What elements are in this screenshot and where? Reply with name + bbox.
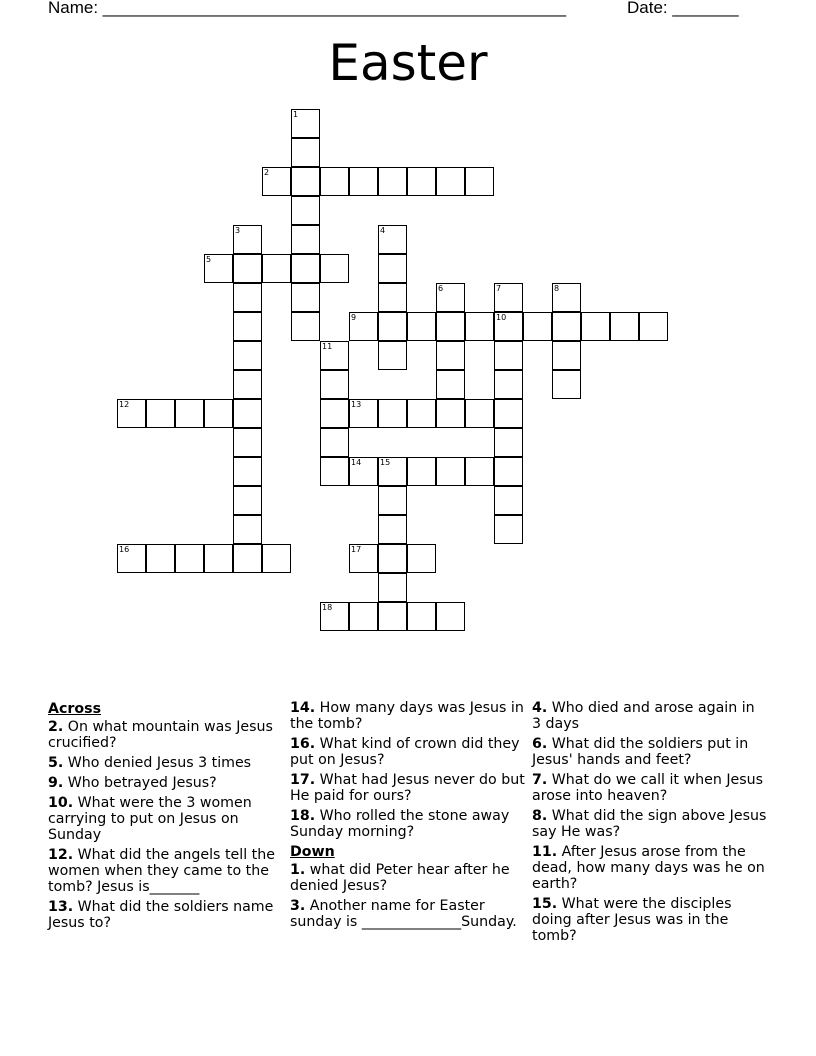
crossword-cell[interactable] bbox=[233, 225, 262, 254]
crossword-cell[interactable] bbox=[494, 399, 523, 428]
clue-across-2: 2. On what mountain was Jesus crucified? bbox=[48, 719, 273, 751]
clue-down-6: 6. What did the soldiers put in Jesus' hands and feet? bbox=[532, 736, 749, 768]
crossword-cell[interactable] bbox=[378, 283, 407, 312]
crossword-cell[interactable] bbox=[436, 602, 465, 631]
clue-number: 1 bbox=[293, 110, 299, 119]
clue-number: 13 bbox=[351, 400, 362, 409]
crossword-cell[interactable] bbox=[552, 312, 581, 341]
crossword-cell[interactable] bbox=[407, 399, 436, 428]
crossword-cell[interactable] bbox=[436, 457, 465, 486]
crossword-cell[interactable] bbox=[436, 167, 465, 196]
clue-down-11: 11. After Jesus arose from the dead, how many days was he on earth? bbox=[532, 844, 765, 892]
crossword-cell[interactable] bbox=[146, 399, 175, 428]
crossword-cell[interactable] bbox=[349, 544, 378, 573]
clues-column-2 bbox=[290, 700, 526, 934]
crossword-cell[interactable] bbox=[436, 370, 465, 399]
crossword-cell[interactable] bbox=[291, 138, 320, 167]
crossword-cell[interactable] bbox=[407, 312, 436, 341]
clue-number: 2 bbox=[264, 168, 270, 177]
crossword-cell[interactable] bbox=[291, 225, 320, 254]
crossword-cell[interactable] bbox=[378, 341, 407, 370]
clue-number: 7 bbox=[496, 284, 502, 293]
crossword-cell[interactable] bbox=[639, 312, 668, 341]
crossword-cell[interactable] bbox=[349, 399, 378, 428]
crossword-cell[interactable] bbox=[349, 457, 378, 486]
crossword-cell[interactable] bbox=[233, 341, 262, 370]
crossword-cell[interactable] bbox=[378, 515, 407, 544]
crossword-cell[interactable] bbox=[494, 515, 523, 544]
clue-number: 3 bbox=[235, 226, 241, 235]
clue-down-4: 4. Who died and arose again in 3 days bbox=[532, 700, 755, 732]
crossword-cell[interactable] bbox=[233, 312, 262, 341]
crossword-cell[interactable] bbox=[146, 544, 175, 573]
crossword-cell[interactable] bbox=[436, 399, 465, 428]
crossword-cell[interactable] bbox=[349, 602, 378, 631]
crossword-cell[interactable] bbox=[407, 602, 436, 631]
crossword-cell[interactable] bbox=[291, 254, 320, 283]
crossword-cell[interactable] bbox=[407, 167, 436, 196]
crossword-cell[interactable] bbox=[175, 544, 204, 573]
clue-number: 9 bbox=[351, 313, 357, 322]
crossword-cell[interactable] bbox=[552, 370, 581, 399]
crossword-cell[interactable] bbox=[552, 341, 581, 370]
crossword-cell[interactable] bbox=[407, 457, 436, 486]
crossword-cell[interactable] bbox=[436, 312, 465, 341]
crossword-cell[interactable] bbox=[233, 515, 262, 544]
clue-number: 14 bbox=[351, 458, 362, 467]
crossword-cell[interactable] bbox=[378, 602, 407, 631]
crossword-cell[interactable] bbox=[465, 167, 494, 196]
crossword-cell[interactable] bbox=[204, 544, 233, 573]
crossword-cell[interactable] bbox=[291, 312, 320, 341]
clue-number: 4 bbox=[380, 226, 386, 235]
crossword-cell[interactable] bbox=[320, 370, 349, 399]
clue-down-15: 15. What were the disciples doing after Jesus was in the tomb? bbox=[532, 896, 732, 944]
crossword-cell[interactable] bbox=[175, 399, 204, 428]
crossword-cell[interactable] bbox=[465, 312, 494, 341]
crossword-cell[interactable] bbox=[233, 254, 262, 283]
date-field[interactable]: Date: _______ bbox=[627, 0, 739, 17]
clue-number: 18 bbox=[322, 603, 333, 612]
clue-across-12: 12. What did the angels tell the women when they came to the tomb? Jesus is_______ bbox=[48, 847, 275, 895]
clue-across-13: 13. What did the soldiers name Jesus to? bbox=[48, 899, 274, 931]
crossword-cell[interactable] bbox=[378, 486, 407, 515]
crossword-cell[interactable] bbox=[523, 312, 552, 341]
crossword-cell[interactable] bbox=[349, 167, 378, 196]
clue-down-8: 8. What did the sign above Jesus say He was? bbox=[532, 808, 767, 840]
clues-column-3 bbox=[532, 700, 768, 948]
crossword-cell[interactable] bbox=[233, 486, 262, 515]
clue-number: 17 bbox=[351, 545, 362, 554]
across-heading: Across bbox=[48, 701, 102, 717]
page-title: Easter bbox=[328, 34, 488, 92]
crossword-cell[interactable] bbox=[581, 312, 610, 341]
crossword-cell[interactable] bbox=[494, 283, 523, 312]
clue-down-3: 3. Another name for Easter sunday is ______________Sunday. bbox=[290, 898, 517, 930]
crossword-cell[interactable] bbox=[320, 254, 349, 283]
clue-across-18: 18. Who rolled the stone away Sunday morning? bbox=[290, 808, 510, 840]
clue-number: 15 bbox=[380, 458, 391, 467]
crossword-cell[interactable] bbox=[204, 399, 233, 428]
clue-down-1: 1. what did Peter hear after he denied Jesus? bbox=[290, 862, 510, 894]
crossword-cell[interactable] bbox=[320, 341, 349, 370]
crossword-cell[interactable] bbox=[465, 399, 494, 428]
crossword-cell[interactable] bbox=[436, 283, 465, 312]
crossword-cell[interactable] bbox=[494, 457, 523, 486]
down-heading: Down bbox=[290, 844, 335, 860]
crossword-cell[interactable] bbox=[378, 254, 407, 283]
clue-across-10: 10. What were the 3 women carrying to put on Jesus on Sunday bbox=[48, 795, 252, 843]
clue-number: 10 bbox=[496, 313, 507, 322]
crossword-cell[interactable] bbox=[494, 370, 523, 399]
crossword-cell[interactable] bbox=[320, 399, 349, 428]
clue-across-17: 17. What had Jesus never do but He paid for ours? bbox=[290, 772, 525, 804]
crossword-cell[interactable] bbox=[378, 573, 407, 602]
crossword-cell[interactable] bbox=[291, 109, 320, 138]
crossword-cell[interactable] bbox=[262, 254, 291, 283]
crossword-cell[interactable] bbox=[204, 254, 233, 283]
crossword-cell[interactable] bbox=[233, 428, 262, 457]
crossword-cell[interactable] bbox=[291, 283, 320, 312]
crossword-cell[interactable] bbox=[378, 544, 407, 573]
crossword-cell[interactable] bbox=[436, 341, 465, 370]
clue-number: 5 bbox=[206, 255, 212, 264]
crossword-cell[interactable] bbox=[117, 399, 146, 428]
crossword-cell[interactable] bbox=[378, 312, 407, 341]
crossword-cell[interactable] bbox=[262, 167, 291, 196]
crossword-cell[interactable] bbox=[610, 312, 639, 341]
clue-number: 11 bbox=[322, 342, 333, 351]
clue-number: 6 bbox=[438, 284, 444, 293]
clue-across-5: 5. Who denied Jesus 3 times bbox=[48, 755, 252, 771]
crossword-cell[interactable] bbox=[233, 283, 262, 312]
crossword-cell[interactable] bbox=[291, 196, 320, 225]
clue-number: 16 bbox=[119, 545, 130, 554]
clue-number: 8 bbox=[554, 284, 560, 293]
crossword-cell[interactable] bbox=[349, 312, 378, 341]
name-field[interactable]: Name: _________________________________________________ bbox=[48, 0, 567, 17]
crossword-cell[interactable] bbox=[494, 428, 523, 457]
clue-across-9: 9. Who betrayed Jesus? bbox=[48, 775, 217, 791]
clues-column-1 bbox=[48, 700, 284, 935]
crossword-cell[interactable] bbox=[291, 167, 320, 196]
crossword-cell[interactable] bbox=[378, 399, 407, 428]
crossword-cell[interactable] bbox=[378, 167, 407, 196]
crossword-cell[interactable] bbox=[494, 312, 523, 341]
clue-across-16: 16. What kind of crown did they put on Jesus? bbox=[290, 736, 520, 768]
crossword-cell[interactable] bbox=[233, 544, 262, 573]
crossword-cell[interactable] bbox=[320, 428, 349, 457]
crossword-cell[interactable] bbox=[233, 399, 262, 428]
crossword-cell[interactable] bbox=[233, 370, 262, 399]
clue-number: 12 bbox=[119, 400, 130, 409]
crossword-cell[interactable] bbox=[378, 457, 407, 486]
crossword-cell[interactable] bbox=[465, 457, 494, 486]
clue-down-7: 7. What do we call it when Jesus arose into heaven? bbox=[532, 772, 764, 804]
crossword-cell[interactable] bbox=[233, 457, 262, 486]
crossword-cell[interactable] bbox=[494, 486, 523, 515]
crossword-cell[interactable] bbox=[320, 602, 349, 631]
crossword-cell[interactable] bbox=[378, 225, 407, 254]
crossword-cell[interactable] bbox=[320, 167, 349, 196]
crossword-cell[interactable] bbox=[407, 544, 436, 573]
clue-across-14: 14. How many days was Jesus in the tomb? bbox=[290, 700, 524, 732]
crossword-cell[interactable] bbox=[552, 283, 581, 312]
crossword-cell[interactable] bbox=[494, 341, 523, 370]
crossword-cell[interactable] bbox=[262, 544, 291, 573]
crossword-cell[interactable] bbox=[320, 457, 349, 486]
crossword-cell[interactable] bbox=[117, 544, 146, 573]
